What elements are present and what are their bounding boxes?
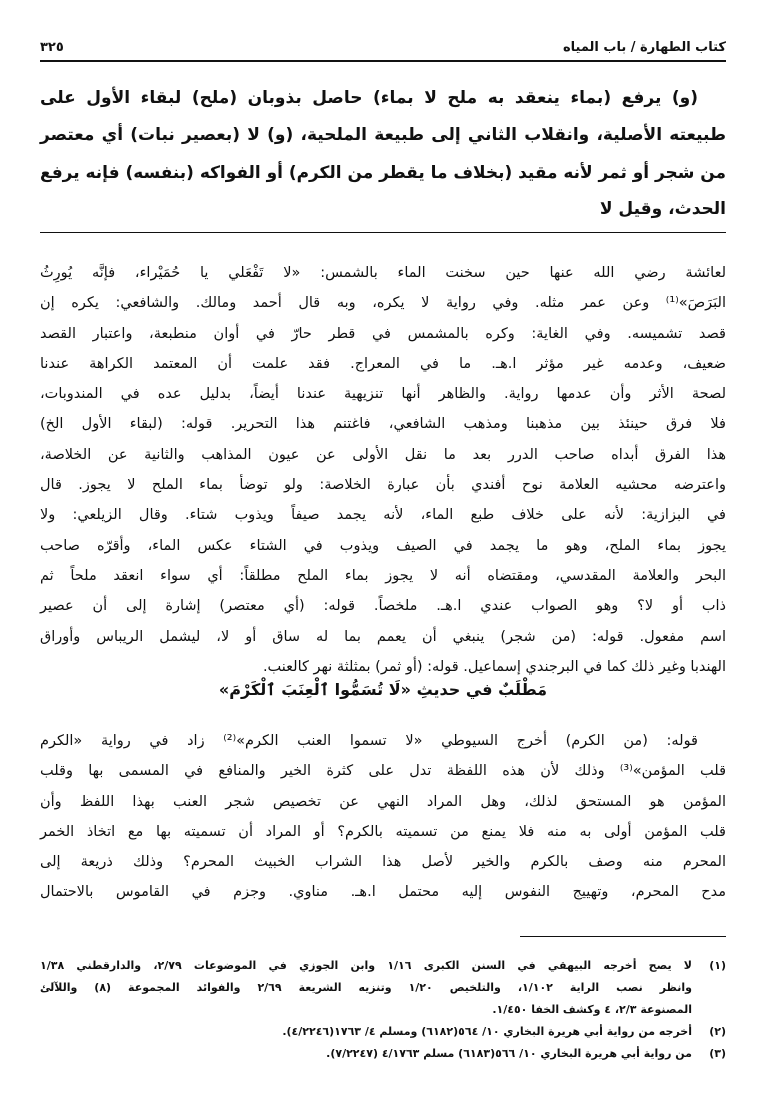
text-line: المؤمن هو المستحق لذلك، وهل المراد النهي عن تخصيص شجر العنب بهذا اللفظ وأن [40,793,726,810]
footnote-line: من رواية أبي هريرة البخاري ١٠/ ٥٦٦(٦١٨٣) مسلم ٤/١٧٦٣ (٧/٢٢٤٧). [326,1047,692,1060]
footnote-line: لا يصح أخرجه البيهقي في السنن الكبرى ١/١٦ وابن الجوزي في الموضوعات ٢/٧٩، والدارقطني ١/٣٨ [40,959,692,972]
footnote-number: (٢) [709,1025,726,1038]
text-line: البحر والعلامة المقدسي، ومقتضاه أنه لا يجوز بماء الملح مطلقاً: أي سواء انعقد ملحاً ثم [40,567,726,584]
text-line: قصد تشميسه. وفي الغاية: وكره بالمشمس في قطر حارّ في أوان منطبعة، واعتبار القصد [40,325,726,342]
text-line: يجوز بماء الملح، وهو ما يجمد في الصيف ويذوب في الشتاء عكس الماء، وأقرّه صاحب [40,537,726,554]
text-line: الهندبا وغير ذلك كما في البرجندي إسماعيل. قوله: (أو ثمر) بمثلثة نهر كالعنب. [262,658,726,675]
divider [40,232,726,233]
text-line: المحرم منه وصف بالكرم والخير لأصل هذا الشراب الخبيث المحرم؟ وذلك ذريعة إلى [40,854,726,871]
footnote-number: (٣) [709,1047,726,1060]
footnotes [40,955,726,1065]
page-number: ٣٢٥ [40,40,64,55]
text-line: مدح المحرم، وتهييج النفوس إليه محتمل ا.هـ. مناوي. وجزم في القاموس بالاحتمال [40,884,726,901]
footnote-line: أخرجه من رواية أبي هريرة البخاري ١٠/ ٥٦٤(٦١٨٢) ومسلم ٤/ ١٧٦٣(٤/٢٢٤٦). [282,1025,692,1038]
text-line: قوله: (من الكرم) أخرج السيوطي «لا تسموا العنب الكرم»⁽²⁾ زاد في رواية «الكرم [40,733,698,749]
text-line: فلا فرق حينئذ بين مذهبنا ومذهب الشافعي، فاغتنم هذا التحرير. قوله: (لبقاء الأول الخ) [40,416,726,433]
text-line: من شجر أو ثمر لأنه مقيد (بخلاف ما يقطر من الكرم) أو الفواكه (بنفسه) فإنه يرفع [40,162,726,182]
main-text [40,80,726,228]
text-line: في البزازية: لأنه على خلاف طبع الماء، لأنه يجمد صيفاً ويذوب شتاء. وقال الزيلعي: ولا [40,507,726,524]
footnote-line: المصنوعة ٢/٣، ٤ وكشف الخفا ١/٤٥٠. [492,1003,692,1016]
footnote-divider [520,936,726,937]
footnote [40,1021,726,1043]
footnote-number: (١) [709,959,726,972]
text-line: هذا الفرق أبداه صاحب الدرر بعد ما نقل الأولى عن عيون المذاهب والثانية عن الخلاصة، [40,446,726,463]
text-line: قلب المؤمن»⁽³⁾ وذلك لأن هذه اللفظة تدل على كثرة الخير والمنافع في المسمى بها وقلب [40,763,726,780]
footnote-line: وانظر نصب الراية ١/١٠٢، والتلخيص ١/٢٠ وتنزيه الشريعة ٢/٦٩ والفوائد المجموعة (٨) واللآلئ [40,981,693,994]
text-line: لعائشة رضي الله عنها حين سخنت الماء بالشمس: «لا تَفْعَلي يا حُمَيْراء، فإنَّه يُورِثُ [40,265,726,281]
footnote [40,955,726,1021]
text-line: واعترضه محشيه العلامة نوح أفندي بأن عبارة الخلاصة: ولو توضأ بماء الملح لا يجوز. قال [40,477,726,494]
text-line: ضعيف، وعدمه غير مؤثر ا.هـ. ما في المعراج. فقد علمت أن المعتمد الكراهة عندنا [40,355,726,372]
commentary-continued [40,726,726,908]
text-line: قلب المؤمن أولى به منه فلا يمنع من تسميته بالكرم؟ أو المراد أن تسميته بها مع اتخاذ الخمر [40,823,726,840]
footnote [40,1043,726,1065]
commentary [40,258,726,682]
text-line: ذاب أو لا؟ وهو الصواب عندي ا.هـ. ملخصاً. قوله: (أي معتصر) إشارة إلى أن عصير [40,598,726,615]
text-line: الحدث، وقيل لا [599,199,726,219]
text-line: طبيعته الأصلية، وانقلاب الثاني إلى طبيعة الملحية، (و) لا (بعصير نبات) أي معتصر [40,125,726,145]
text-line: اسم مفعول. قوله: (من شجر) ينبغي أن يعمم بما له ساق أو لا، ليشمل الريباس وأوراق [40,628,726,645]
text-line: (و) يرفع (بماء ينعقد به ملح لا بماء) حاصل بذوبان (ملح) لبقاء الأول على [40,88,698,108]
chapter-title: كتاب الطهارة / باب المياه [562,40,726,55]
section-heading: مَطْلَبٌ في حديثِ «لَا تُسَمُّوا ٱلْعِنَبَ ٱلْكَرْمَ» [218,680,548,699]
text-line: لصحة الأثر وأن عدمها رواية. والظاهر أنها تنزيهية عندنا أيضاً، بدليل عده في المندوبات، [40,386,726,403]
running-header [40,38,726,62]
text-line: البَرَصَ»⁽¹⁾ وعن عمر مثله. وفي رواية لا يكره، وبه قال أحمد ومالك. والشافعي: يكره إن [40,295,726,312]
